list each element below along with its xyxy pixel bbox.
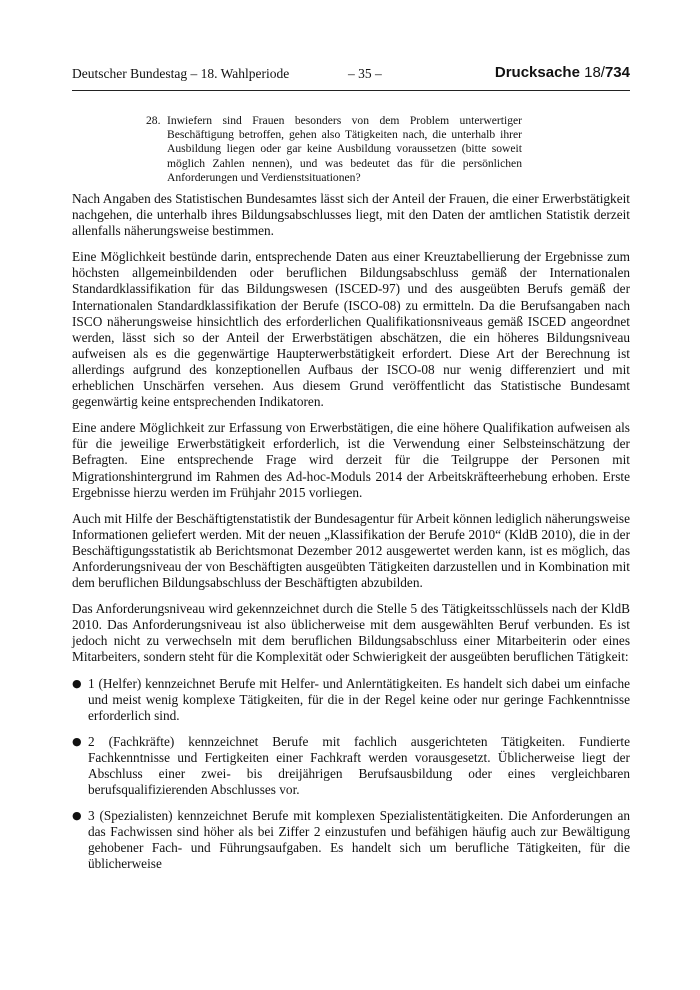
list-item	[72, 734, 630, 798]
list-item	[72, 808, 630, 872]
list-item	[72, 676, 630, 724]
bullet-icon: ●	[72, 676, 82, 690]
bullet-list	[72, 676, 630, 873]
question-text: Inwiefern sind Frauen besonders von dem Problem unterwertiger Beschäftigung betroffen, gehen also Tätigkeiten nach, die unterhalb ihrer Ausbildung liegen oder gar keine Ausbildung voraussetzen (bitte soweit möglich Zahlen nennen), und was bedeutet das für die persönlichen Anforderungen und Verdienstsituationen?	[167, 114, 522, 184]
question-number: 28.	[146, 114, 161, 127]
header-drucksache-label: Drucksache	[494, 64, 580, 81]
bullet-icon: ●	[72, 734, 82, 748]
paragraph: Auch mit Hilfe der Beschäftigtenstatistik der Bundesagentur für Arbeit können lediglich näherungsweise Informationen geliefert werden. Mit der neuen „Klassifikation der Berufe 2010“ (KldB 2010), die in der Beschäftigungsstatistik ab Berichtsmonat Dezember 2012 ausgewertet werden kann, ist es möglich, das Anforderungsniveau der von Beschäftigten ausgeübten Tätigkeiten darzustellen und in Kombination mit dem beruflichen Bildungsabschluss der Beschäftigten abzubilden.	[72, 510, 630, 591]
header-publication: Deutscher Bundestag – 18. Wahlperiode	[72, 66, 290, 81]
header-number-suffix: 734	[604, 64, 630, 81]
page-header	[72, 64, 630, 90]
header-rule	[72, 90, 630, 91]
paragraph: Nach Angaben des Statistischen Bundesamtes lässt sich der Anteil der Frauen, die einer Erwerbstätigkeit nachgehen, die unterhalb ihres Bildungsabschlusses liegt, mit den Daten der amtlichen Statistik derzeit allenfalls näherungsweise bestimmen.	[72, 191, 630, 239]
list-item-text: 2 (Fachkräfte) kennzeichnet Berufe mit fachlich ausgerichteten Tätigkeiten. Fundierte Fachkenntnisse und Fertigkeiten einer Fachkraft werden vorausgesetzt. Üblicherweise liegt der Abschluss einer zwei- bis dreijährigen Berufsausbildung oder eines vergleichbaren berufsqualifizierenden Abschlusses vor.	[88, 733, 630, 798]
answer-body	[72, 191, 630, 883]
header-document-number	[495, 64, 630, 81]
paragraph: Eine andere Möglichkeit zur Erfassung von Erwerbstätigen, die eine höhere Qualifikation aufweisen als für die jeweilige Erwerbstätigkeit erforderlich, ist die Verwendung einer Selbsteinschätzung der Befragten. Eine entsprechende Frage wird derzeit für die Teilgruppe der Personen mit Migrationshintergrund im Rahmen des Ad-hoc-Moduls 2014 der Arbeitskräfteerhebung erhoben. Erste Ergebnisse hierzu werden im Frühjahr 2015 vorliegen.	[72, 420, 630, 500]
header-page-number: – 35 –	[348, 66, 382, 81]
paragraph: Das Anforderungsniveau wird gekennzeichnet durch die Stelle 5 des Tätigkeitsschlüssels nach der KldB 2010. Das Anforderungsniveau ist also üblicherweise mit dem ausgewählten Beruf verbunden. Es ist jedoch nicht zu verwechseln mit dem beruflichen Bildungsabschluss einer Mitarbeiterin oder eines Mitarbeiters, sondern steht für die Komplexität oder Schwierigkeit der ausgeübten beruflichen Tätigkeit:	[72, 601, 630, 665]
bullet-icon: ●	[72, 809, 82, 823]
question-block	[146, 114, 522, 185]
list-item-text: 3 (Spezialisten) kennzeichnet Berufe mit komplexen Spezialistentätigkeiten. Die Anforderungen an das Fachwissen sind höher als bei Ziffer 2 einzustufen und befähigen häufig auch zur Bewältigung gehobener Fach- und Führungsaufgaben. Es handelt sich um berufliche Tätigkeiten, für die üblicherweise	[88, 808, 630, 872]
list-item-text: 1 (Helfer) kennzeichnet Berufe mit Helfer- und Anlerntätigkeiten. Es handelt sich dabei um einfache und meist wenig komplexe Tätigkeiten, für die in der Regel keine oder nur geringe Fachkenntnisse erforderlich sind.	[88, 675, 630, 723]
paragraph: Eine Möglichkeit bestünde darin, entsprechende Daten aus einer Kreuztabellierung der Ergebnisse zum höchsten allgemeinbildenden oder beruflichen Bildungsabschluss gemäß der Internationalen Standardklassifikation für das Bildungswesen (ISCED-97) und des ausgeübten Berufs gemäß der Internationalen Standardklassifikation der Berufe (ISCO-08) zu ermitteln. Da die Berufsangaben nach ISCO näherungsweise hinsichtlich des erforderlichen Qualifikationsniveaus gemäß ISCED angeordnet werden, lässt sich so der Anteil der Erwerbstätigen abschätzen, die ein höheres Bildungsniveau aufweisen als es die gegenwärtige Haupterwerbstätigkeit erfordert. Diese Art der Berechnung ist allerdings aufgrund des konzeptionellen Aufbaus der ISCO-08 nur wenig differenziert und mit erheblichen Unschärfen versehen. Aus diesem Grund veröffentlicht das Statistische Bundesamt gegenwärtig keine entsprechenden Indikatoren.	[72, 249, 630, 410]
header-number-prefix: 18/	[584, 64, 605, 81]
